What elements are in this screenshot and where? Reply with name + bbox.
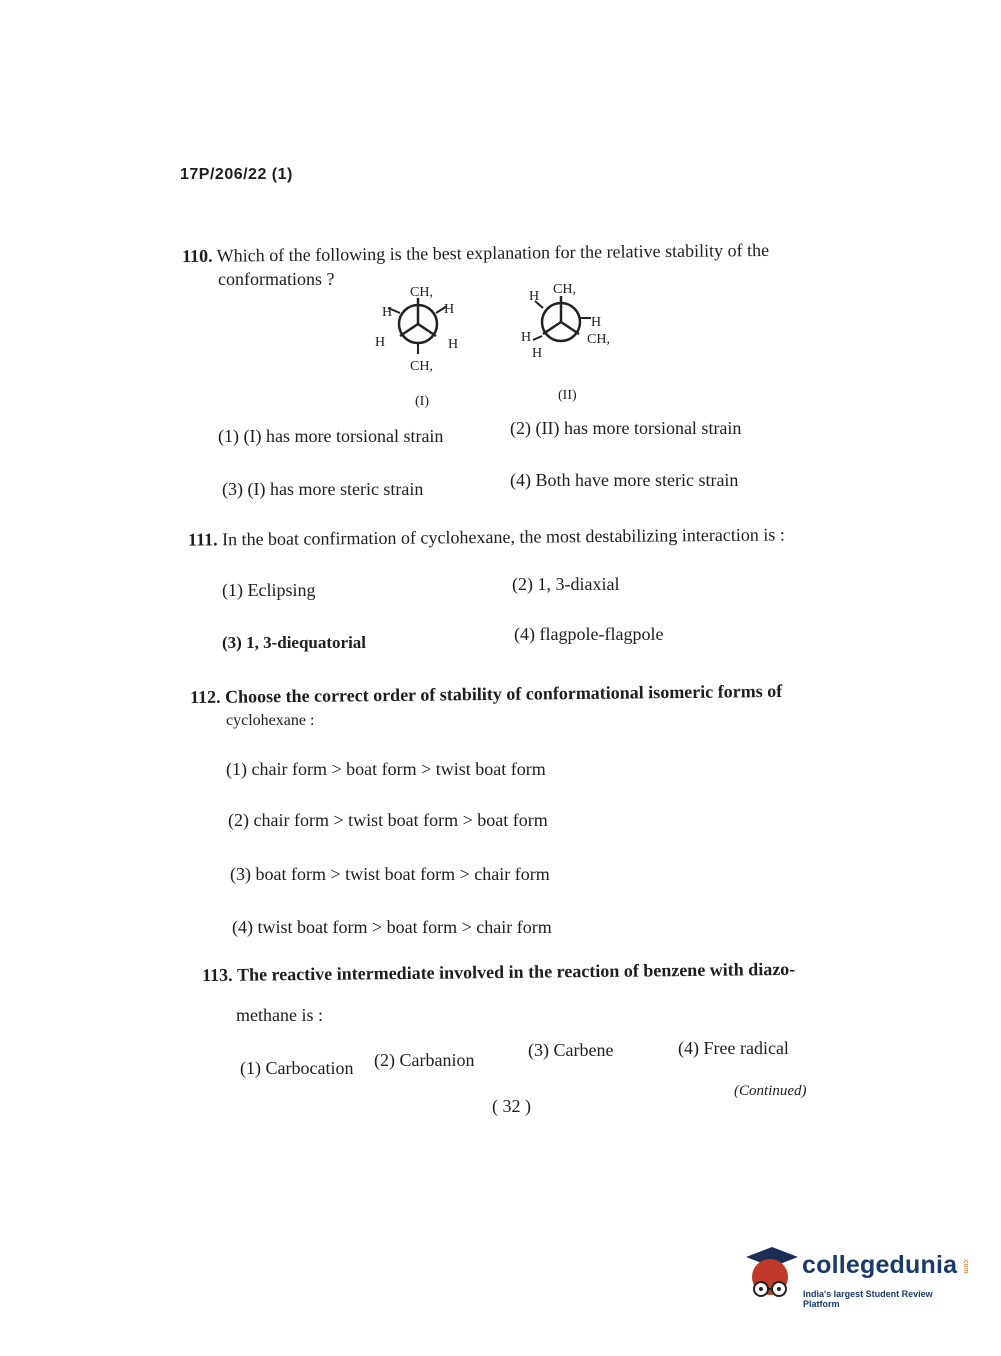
mascot-icon [740,1245,800,1307]
newman-2-right-h: H [591,315,602,330]
newman-2-top-h: H [529,289,540,304]
newman-1-lower-left-h: H [375,335,386,350]
question-112-line2: cyclohexane : [226,712,315,729]
newman-2-caption: (II) [558,388,577,403]
question-113-text: The reactive intermediate involved in the reaction of benzene with diazo- [236,958,796,985]
question-111-option-2: (2) 1, 3-diaxial [512,574,620,594]
question-110-option-3: (3) (I) has more steric strain [222,479,424,499]
question-112-line1 [190,681,782,708]
question-112-option-2: (2) chair form > twist boat form > boat form [228,810,548,830]
newman-1-bottom-label: CH, [410,359,433,374]
question-110-option-4: (4) Both have more steric strain [510,470,739,490]
question-113-option-4: (4) Free radical [678,1038,789,1058]
question-112-option-3: (3) boat form > twist boat form > chair form [230,864,550,884]
question-113-number: 113. [201,964,233,986]
logo-tagline: India's largest Student Review Platform [803,1289,933,1309]
question-113-line2: methane is : [236,1005,323,1025]
question-110-option-2: (2) (II) has more torsional strain [510,418,742,438]
logo-brand-text: collegedunia [802,1251,958,1279]
question-110-line2: conformations ? [218,269,335,289]
collegedunia-logo [740,1245,970,1315]
question-112-option-1: (1) chair form > boat form > twist boat form [226,759,546,779]
newman-projection-2 [515,280,625,370]
question-110-option-1: (1) (I) has more torsional strain [218,426,444,446]
question-110-text: Which of the following is the best explanation for the relative stability of the [216,239,770,266]
newman-1-top-label: CH, [410,285,433,300]
question-113-option-2: (2) Carbanion [374,1050,475,1070]
newman-projection-1 [370,282,470,392]
paper-code: 17P/206/22 (1) [180,166,293,183]
question-110-number: 110. [181,245,213,267]
newman-2-top-label: CH, [553,282,576,297]
continued-label: (Continued) [734,1083,807,1099]
question-112-number: 112. [189,686,221,708]
newman-2-right-ch3: CH, [587,332,610,347]
question-111-number: 111. [187,529,218,550]
question-113-line1 [202,959,795,986]
question-112-option-4: (4) twist boat form > boat form > chair form [232,917,552,937]
newman-1-lower-right-h: H [448,337,459,352]
page-number: ( 32 ) [492,1096,531,1116]
newman-1-upper-right-h: H [444,302,455,317]
newman-2-bottom-h: H [532,346,543,361]
question-111-option-3: (3) 1, 3-diequatorial [222,633,367,652]
question-111-option-1: (1) Eclipsing [222,580,316,600]
question-112-text: Choose the correct order of stability of conformational isomeric forms of [224,680,783,707]
question-110-line1 [182,240,769,267]
question-111-line [188,524,785,550]
question-113-option-1: (1) Carbocation [240,1058,354,1078]
question-111-text: In the boat confirmation of cyclohexane, the most destabilizing interaction is : [221,524,785,550]
newman-2-left-h: H [521,330,532,345]
question-111-option-4: (4) flagpole-flagpole [514,624,664,644]
newman-1-upper-left-h: H [382,305,393,320]
question-113-option-3: (3) Carbene [528,1040,614,1060]
logo-suffix-text: .com [962,1258,969,1274]
newman-1-caption: (I) [415,394,429,409]
